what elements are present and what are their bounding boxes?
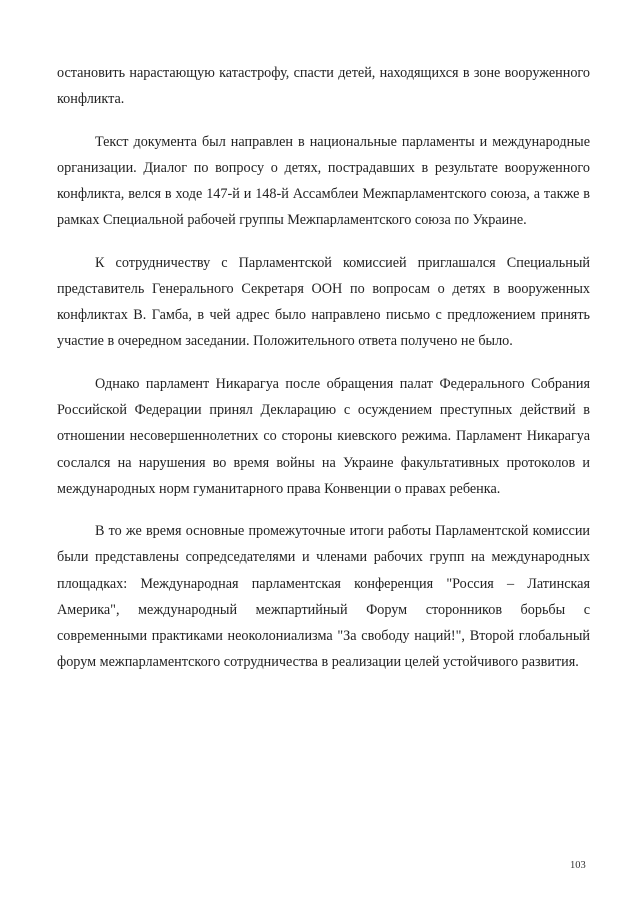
page-number: 103 [570,860,586,871]
paragraph-document-sent: Текст документа был направлен в национальные парламенты и международные организации. Диалог по вопросу о детях, пострадавших в результате вооруженного конфликта, велся в ходе 147-й и 148-й Ассамблеи Межпарламентского союза, а также в рамках Специальной рабочей группы Межпарламентского союза по Украине. [57,133,590,229]
paragraph-nicaragua: Однако парламент Никарагуа после обращения палат Федерального Собрания Российской Федерации принял Декларацию с осуждением преступных действий в отношении несовершеннолетних со стороны киевского режима. Парламент Никарагуа сослался на нарушения во время войны на Украине факультативных протоколов и международных норм гуманитарного права Конвенции о правах ребенка. [57,375,590,497]
document-body [57,60,590,692]
paragraph-un-representative: К сотрудничеству с Парламентской комиссией приглашался Специальный представитель Генерального Секретаря ООН по вопросам о детях в вооруженных конфликтах В. Гамба, в чей адрес было направлено письмо с предложением принять участие в очередном заседании. Положительного ответа получено не было. [57,254,590,350]
paragraph-continuation: остановить нарастающую катастрофу, спасти детей, находящихся в зоне вооруженного конфликта. [57,65,590,108]
paragraph-interim-results: В то же время основные промежуточные итоги работы Парламентской комиссии были представлены сопредседателями и членами рабочих групп на международных площадках: Международная парламентская конференция "Россия – Латинская Америка", международный межпартийный Форум сторонников борьбы с современными практиками неоколониализма "За свободу наций!", Второй глобальный форум межпарламентского сотрудничества в реализации целей устойчивого развития. [57,523,590,671]
